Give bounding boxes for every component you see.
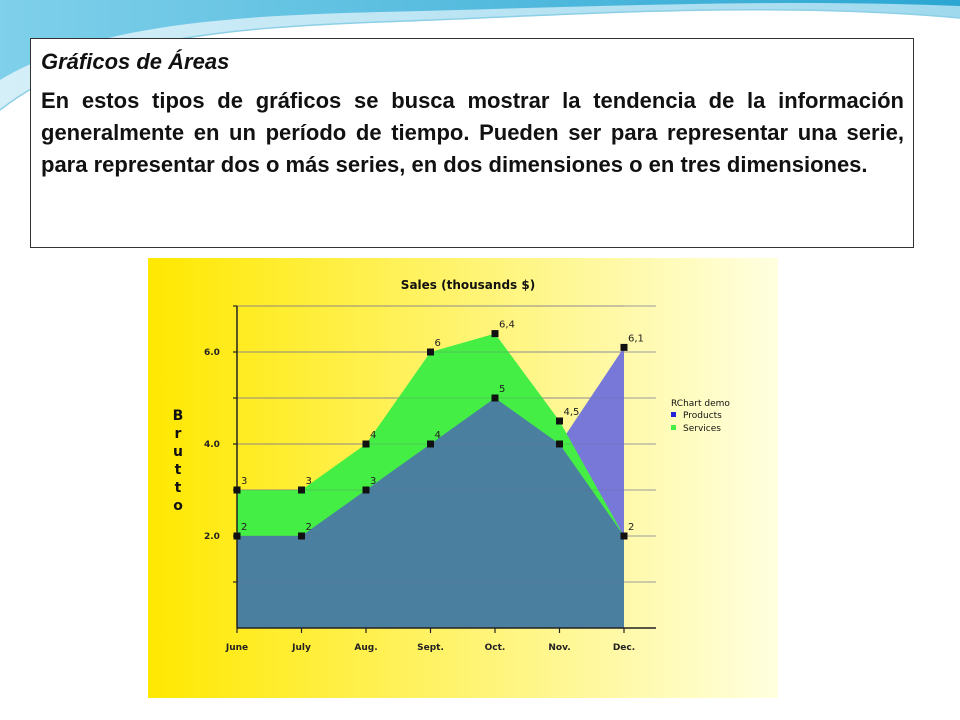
services-data-label: 3 <box>305 476 312 487</box>
products-point <box>363 487 370 494</box>
legend-item-label: Products <box>683 411 722 421</box>
x-tick-label: Sept. <box>417 643 444 653</box>
y-axis-label-char: t <box>174 462 182 478</box>
products-data-label: 6,1 <box>628 333 644 345</box>
y-axis-label-char: B <box>172 408 184 424</box>
services-point <box>621 533 628 540</box>
products-data-label: 3 <box>370 476 377 487</box>
products-point <box>427 441 434 448</box>
legend-title: RChart demo <box>671 399 730 409</box>
products-point <box>234 533 241 540</box>
area-chart-svg <box>148 258 778 698</box>
x-tick-label: Dec. <box>612 643 636 653</box>
slide-heading: Gráficos de Áreas <box>41 49 230 74</box>
y-axis-label-char: o <box>173 498 183 514</box>
text-box <box>30 38 914 248</box>
x-tick-label: Oct. <box>484 643 506 653</box>
services-data-label: 3 <box>241 476 248 487</box>
products-point <box>556 441 563 448</box>
legend-item-label: Services <box>683 424 721 434</box>
y-axis-label-char: t <box>174 480 182 496</box>
x-tick-label: Aug. <box>354 643 378 653</box>
products-point <box>492 395 499 402</box>
products-point <box>621 344 628 351</box>
x-tick-label: Nov. <box>548 643 571 653</box>
chart-title: Sales (thousands $) <box>400 278 536 292</box>
services-data-label: 6,4 <box>499 319 515 331</box>
y-tick-label: 6.0 <box>204 348 220 358</box>
products-data-label: 4 <box>434 430 441 441</box>
services-point <box>363 441 370 448</box>
services-data-label: 6 <box>434 338 441 349</box>
services-point <box>234 487 241 494</box>
legend-swatch <box>671 425 676 430</box>
products-data-label: 5 <box>499 384 506 395</box>
y-tick-label: 2.0 <box>204 532 220 542</box>
legend-swatch <box>671 412 676 417</box>
products-data-label: 2 <box>305 522 312 533</box>
products-point <box>298 533 305 540</box>
area-chart <box>148 258 778 698</box>
services-point <box>427 349 434 356</box>
services-point <box>556 418 563 425</box>
services-point <box>492 330 499 337</box>
y-axis-label-char: r <box>174 426 182 442</box>
products-data-label: 2 <box>241 522 248 533</box>
x-tick-label: July <box>292 643 311 653</box>
services-data-label: 4,5 <box>563 407 580 418</box>
slide-body-text: En estos tipos de gráficos se busca mostrar la tendencia de la información generalmente en un período de tiempo. Pueden ser para representar una serie, para representar dos o más series, en dos dimensiones o en tres dimensiones. <box>41 88 904 177</box>
y-tick-label: 4.0 <box>204 440 220 450</box>
y-axis-label-char: u <box>173 444 183 460</box>
x-tick-label: June <box>225 643 249 653</box>
services-data-label: 2 <box>628 522 635 533</box>
services-data-label: 4 <box>370 430 377 441</box>
services-point <box>298 487 305 494</box>
